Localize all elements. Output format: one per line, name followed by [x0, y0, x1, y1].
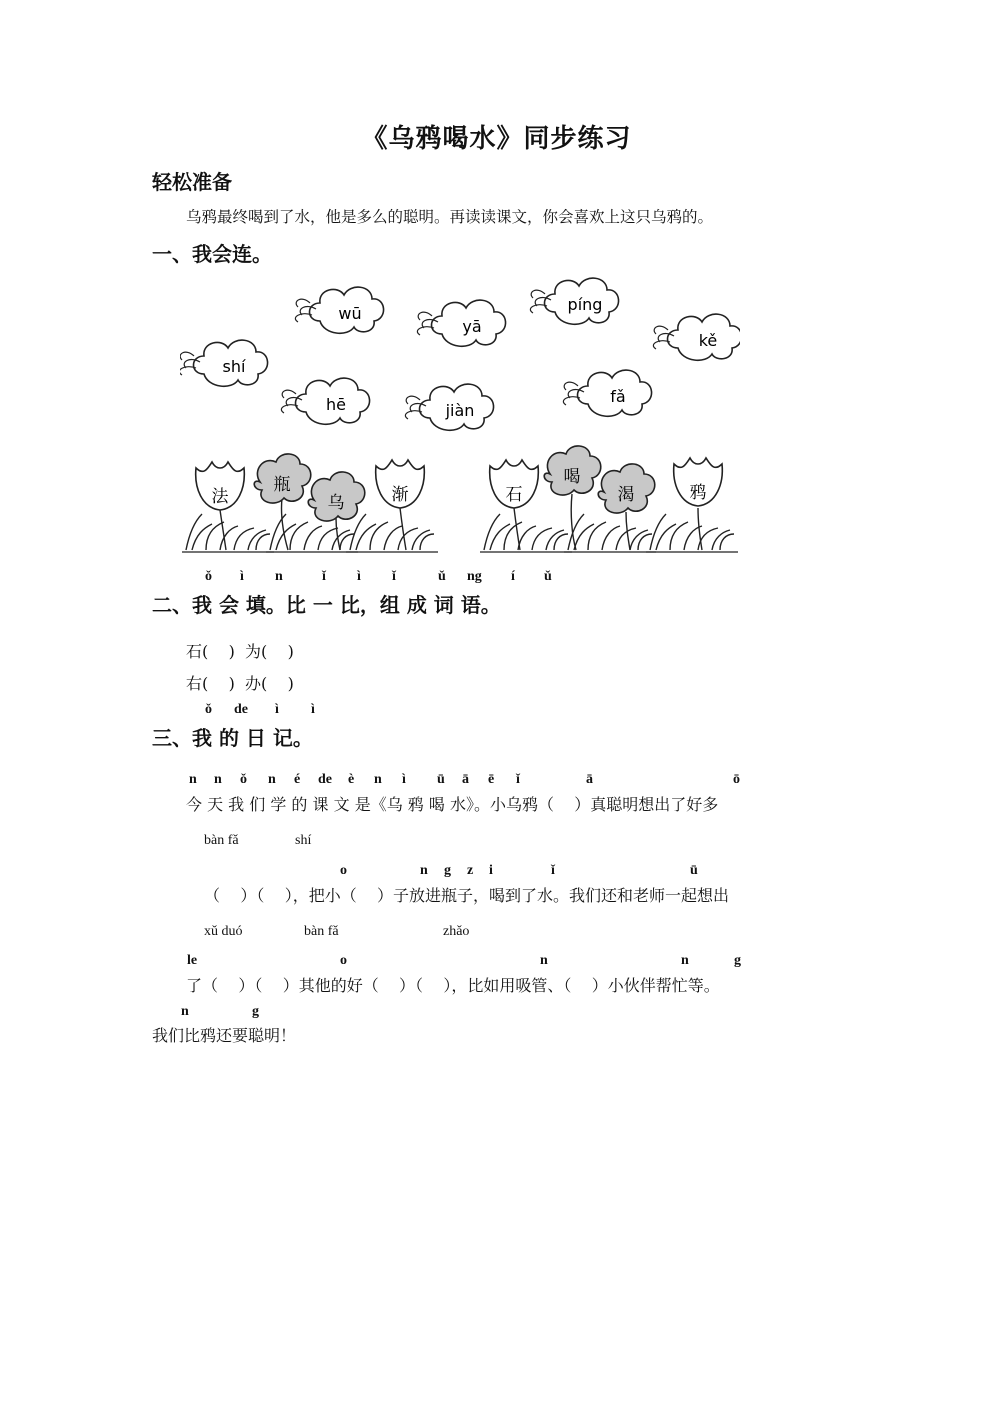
pinyin-annotation: de: [234, 702, 248, 717]
pinyin-annotation: ū: [690, 863, 698, 878]
diary-line: （ ）（ ），把小（ ）子放进瓶子，喝到了水。我们还和老师一起想出: [204, 886, 730, 905]
pinyin-annotation: le: [187, 953, 198, 968]
pinyin-annotation: ǒ: [205, 569, 212, 584]
pinyin-annotation: n: [420, 863, 428, 878]
pinyin-annotation: g: [734, 953, 741, 968]
prep-intro: 乌鸦最终喝到了水，他是多么的聪明。再读读课文，你会喜欢上这只乌鸦的。: [186, 208, 714, 226]
cloud-label: fǎ: [610, 387, 626, 406]
pinyin-annotation: n: [374, 772, 382, 787]
pinyin-annotation: g: [252, 1004, 259, 1019]
pinyin-annotation: è: [348, 772, 355, 787]
pinyin-annotation: n: [181, 1004, 189, 1019]
pinyin-hint: zhǎo: [443, 924, 470, 939]
cloud-label: wū: [338, 304, 362, 323]
cloud-ke: [653, 314, 740, 360]
pinyin-annotation: n: [275, 569, 283, 584]
cloud-label: shí: [222, 357, 246, 376]
pinyin-annotation: ǐ: [516, 772, 520, 787]
pinyin-hint: shí: [295, 833, 312, 848]
pinyin-annotation: ǒ: [240, 772, 247, 787]
pinyin-annotation: z: [467, 863, 474, 878]
pinyin-annotation: ì: [275, 702, 279, 717]
pinyin-annotation: í: [511, 569, 515, 584]
cloud-label: píng: [567, 295, 603, 314]
section2-heading: 二、我 会 填。比 一 比，组 成 词 语。: [152, 593, 501, 617]
pinyin-annotation: ì: [240, 569, 244, 584]
pinyin-hint: xǔ duó: [204, 924, 243, 939]
section1-heading: 一、我会连。: [152, 242, 272, 266]
pinyin-annotation: ǔ: [544, 569, 552, 584]
fill-line: 右( ) 办( ): [186, 674, 294, 693]
cloud-label: kě: [698, 331, 718, 350]
pinyin-annotation: n: [214, 772, 222, 787]
pinyin-annotation: n: [189, 772, 197, 787]
cloud-fa: [563, 370, 651, 416]
flower-label: 法: [211, 487, 229, 507]
pinyin-hint: bàn fǎ: [204, 833, 239, 848]
pinyin-annotation: ǔ: [438, 569, 446, 584]
pinyin-annotation: ō: [733, 772, 740, 787]
diary-line: 今 天 我 们 学 的 课 文 是《乌 鸦 喝 水》。小乌鸦（ ）真聪明想出了好多: [186, 795, 719, 814]
pinyin-annotation: n: [681, 953, 689, 968]
pinyin-annotation: ā: [586, 772, 593, 787]
flower-label: 鸦: [689, 483, 707, 503]
fill-line: 石( ) 为( ): [186, 642, 294, 661]
diary-line: 我们比鸦还要聪明！: [152, 1026, 297, 1045]
diary-line: 了（ ）（ ）其他的好（ ）（ ），比如用吸管、（ ）小伙伴帮忙等。: [186, 976, 720, 995]
flower-label: 渴: [617, 485, 635, 505]
pinyin-annotation: ē: [488, 772, 495, 787]
pinyin-annotation: ǒ: [205, 702, 212, 717]
pinyin-annotation: n: [268, 772, 276, 787]
page-title: 《乌鸦喝水》同步练习: [361, 124, 632, 154]
matching-illustration: [180, 268, 740, 560]
flower-label: 瓶: [273, 475, 291, 495]
pinyin-annotation: ì: [402, 772, 406, 787]
flower-label: 喝: [563, 467, 581, 487]
pinyin-annotation: ū: [437, 772, 445, 787]
pinyin-annotation: o: [340, 953, 347, 968]
pinyin-annotation: ǐ: [392, 569, 396, 584]
flower-label: 渐: [391, 485, 409, 505]
pinyin-annotation: ì: [311, 702, 315, 717]
cloud-label: hē: [326, 395, 346, 414]
flower-label: 石: [505, 485, 523, 505]
grass-decoration: [182, 514, 738, 552]
pinyin-annotation: de: [318, 772, 332, 787]
pinyin-annotation: i: [489, 863, 493, 878]
flower-label: 乌: [327, 493, 345, 513]
pinyin-annotation: ǐ: [322, 569, 326, 584]
cloud-label: yā: [462, 317, 482, 336]
pinyin-annotation: é: [294, 772, 301, 787]
pinyin-annotation: ì: [357, 569, 361, 584]
pinyin-annotation: g: [444, 863, 451, 878]
prep-heading: 轻松准备: [152, 170, 232, 194]
pinyin-annotation: n: [540, 953, 548, 968]
pinyin-annotation: ā: [462, 772, 469, 787]
pinyin-annotation: o: [340, 863, 347, 878]
pinyin-hint: bàn fǎ: [304, 924, 339, 939]
pinyin-annotation: ng: [467, 569, 482, 584]
pinyin-annotation: ǐ: [551, 863, 555, 878]
section3-heading: 三、我 的 日 记。: [152, 726, 313, 750]
cloud-label: jiàn: [445, 401, 475, 420]
